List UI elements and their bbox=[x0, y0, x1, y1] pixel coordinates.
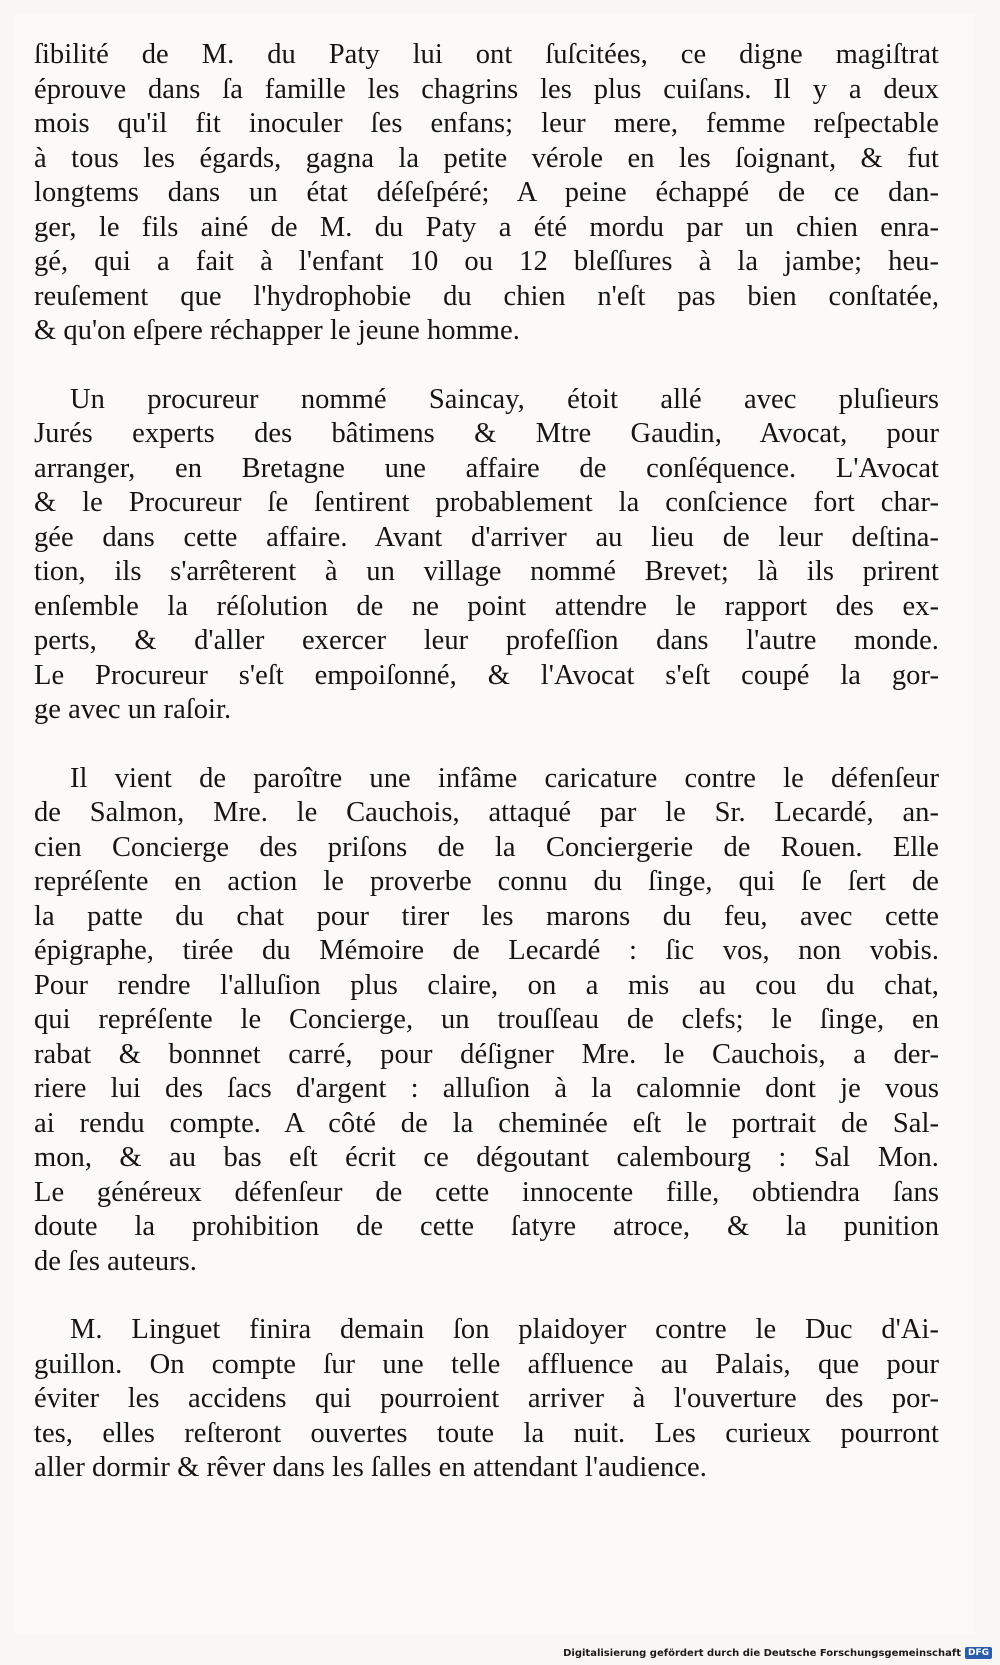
text-line: enſemble la réſolution de ne point attendre le rapport des ex- bbox=[34, 590, 939, 622]
text-line: arranger, en Bretagne une affaire de conſéquence. L'Avocat bbox=[34, 452, 939, 484]
text-line: & le Procureur ſe ſentirent probablement la conſcience fort char- bbox=[34, 487, 939, 518]
text-line: Le Procureur s'eſt empoiſonné, & l'Avocat s'eſt coupé la gor- bbox=[34, 659, 939, 691]
page-body bbox=[34, 38, 939, 1486]
digitization-credit bbox=[563, 1647, 992, 1659]
text-line: tes, elles reſteront ouvertes toute la nuit. Les curieux pourront bbox=[34, 1417, 939, 1449]
paragraph-salmon-caricature bbox=[34, 762, 939, 1280]
text-line: tion, ils s'arrêterent à un village nommé Brevet; là ils prirent bbox=[34, 556, 939, 587]
text-line: ai rendu compte. A côté de la cheminée eſt le portrait de Sal- bbox=[34, 1107, 939, 1139]
text-line: longtems dans un état déſeſpéré; A peine échappé de ce dan- bbox=[34, 177, 939, 208]
text-line: éprouve dans ſa famille les chagrins les plus cuiſans. Il y a deux bbox=[34, 73, 939, 105]
text-line: & qu'on eſpere réchapper le jeune homme. bbox=[34, 315, 520, 346]
text-line: mon, & au bas eſt écrit ce dégoutant calembourg : Sal Mon. bbox=[34, 1142, 939, 1173]
text-line: de Salmon, Mre. le Cauchois, attaqué par le Sr. Lecardé, an- bbox=[34, 797, 939, 828]
paragraph-saincay bbox=[34, 383, 939, 728]
dfg-logo: DFG bbox=[965, 1647, 992, 1659]
text-line: qui repréſente le Concierge, un trouſſeau de clefs; le ſinge, en bbox=[34, 1004, 939, 1035]
text-line: guillon. On compte ſur une telle affluence au Palais, que pour bbox=[34, 1348, 939, 1380]
text-line: rabat & bonnnet carré, pour déſigner Mre. le Cauchois, a der- bbox=[34, 1038, 939, 1070]
text-line: éviter les accidens qui pourroient arriver à l'ouverture des por- bbox=[34, 1383, 939, 1414]
text-line: Un procureur nommé Saincay, étoit allé avec pluſieurs bbox=[70, 383, 939, 415]
text-line: riere lui des ſacs d'argent : alluſion à la calomnie dont je vous bbox=[34, 1073, 939, 1104]
text-line: gée dans cette affaire. Avant d'arriver au lieu de leur deſtina- bbox=[34, 521, 939, 553]
paragraph-linguet bbox=[34, 1313, 939, 1486]
text-line: Jurés experts des bâtimens & Mtre Gaudin, Avocat, pour bbox=[34, 418, 939, 449]
text-line: reuſement que l'hydrophobie du chien n'eſt pas bien conſtatée, bbox=[34, 280, 939, 312]
text-line: cien Concierge des priſons de la Conciergerie de Rouen. Elle bbox=[34, 831, 939, 863]
text-line: Pour rendre l'alluſion plus claire, on a mis au cou du chat, bbox=[34, 969, 939, 1001]
text-line: ge avec un raſoir. bbox=[34, 694, 232, 725]
text-line: repréſente en action le proverbe connu du ſinge, qui ſe ſert de bbox=[34, 866, 939, 897]
credit-text: Digitalisierung gefördert durch die Deutsche Forschungsgemeinschaft bbox=[563, 1647, 961, 1659]
text-line: mois qu'il fit inoculer ſes enfans; leur mere, femme reſpectable bbox=[34, 108, 939, 139]
text-line: de ſes auteurs. bbox=[34, 1245, 197, 1277]
text-line: ſibilité de M. du Paty lui ont ſuſcitées, ce digne magiſtrat bbox=[34, 39, 939, 70]
text-line: gé, qui a fait à l'enfant 10 ou 12 bleſſures à la jambe; heu- bbox=[34, 246, 939, 277]
text-line: à tous les égards, gagna la petite vérole en les ſoignant, & fut bbox=[34, 142, 939, 174]
text-line: Il vient de paroître une infâme caricature contre le défenſeur bbox=[70, 762, 939, 794]
text-line: perts, & d'aller exercer leur profeſſion dans l'autre monde. bbox=[34, 625, 939, 656]
text-line: Le généreux défenſeur de cette innocente fille, obtiendra ſans bbox=[34, 1176, 939, 1208]
text-line: doute la prohibition de cette ſatyre atroce, & la punition bbox=[34, 1211, 939, 1242]
paragraph-du-paty bbox=[34, 38, 939, 349]
text-line: ger, le fils ainé de M. du Paty a été mordu par un chien enra- bbox=[34, 211, 939, 243]
text-line: la patte du chat pour tirer les marons du feu, avec cette bbox=[34, 900, 939, 932]
text-line: aller dormir & rêver dans les ſalles en attendant l'audience. bbox=[34, 1452, 707, 1483]
text-line: épigraphe, tirée du Mémoire de Lecardé : ſic vos, non vobis. bbox=[34, 935, 939, 966]
text-line: M. Linguet finira demain ſon plaidoyer contre le Duc d'Ai- bbox=[70, 1314, 939, 1345]
